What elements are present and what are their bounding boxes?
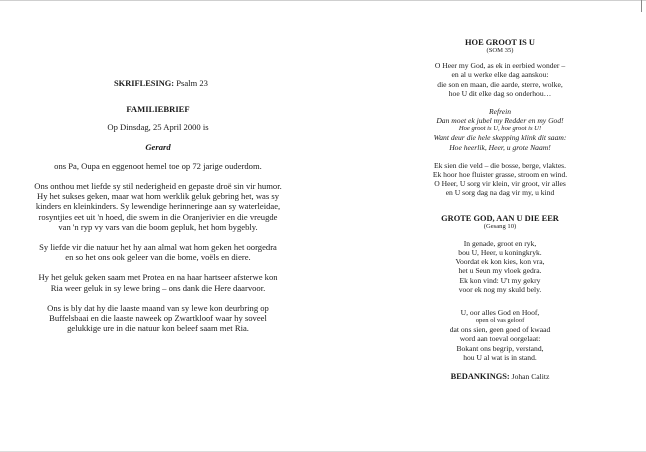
verse-line: O Heer my God, as ek in eerbied wonder – (434, 61, 566, 71)
thanks-value: Johan Calitz (511, 372, 550, 382)
verse-line: Ek sien die veld – die bosse, berge, vlaktes. (433, 160, 567, 170)
verse-line: hou U al wat is in stand. (463, 352, 537, 362)
paragraph-line: en so het ons ook geleer van die bome, voëls en diere. (65, 252, 251, 263)
refrain-label: Refrein (488, 107, 512, 117)
verse-line: en al u werke elke dag aanskou: (451, 70, 549, 80)
verse-4 (385, 308, 615, 362)
thanks-label: BEDANKINGS: (450, 372, 510, 382)
verse-line: hoe U dit elke dag so onderhou… (448, 88, 552, 98)
paragraph-line: Hy het sukses geken, maar wat hom werklik geluk gebring het, was sy (36, 191, 279, 202)
scripture-reading-label: SKRIFLESING: (114, 79, 175, 88)
right-column (385, 38, 615, 381)
family-letter-heading: FAMILIEBRIEF (126, 104, 190, 115)
paragraph-2 (8, 242, 308, 262)
verse-line: U, oor alles God en Hoof, (460, 308, 540, 318)
paragraph-line: Ons onthou met liefde sy stil nederigheid en gepaste droë sin vir humor. (34, 181, 282, 192)
page-top-border (0, 0, 646, 1)
refrain (385, 116, 615, 152)
verse-line: word aan toeval oorgelaat: (459, 334, 541, 344)
hymn-1-reference: (SOM 35) (486, 47, 514, 55)
paragraph-line: Ons is bly dat hy die laaste maand van sy lewe kon deurbring op (47, 302, 269, 313)
verse-line: In genade, groot en ryk, (463, 238, 537, 248)
verse-line: die son en maan, die aarde, sterre, wolke, (437, 79, 563, 89)
refrain-line: Hoe groot is U, hoe groot is U! (458, 125, 542, 133)
page-corner-mark (641, 0, 642, 12)
hymn-1-title: HOE GROOT IS U (465, 38, 535, 47)
verse-line: het u Seun my vloek gedra. (458, 266, 542, 276)
deceased-name: Gerard (145, 141, 171, 152)
scripture-reading (14, 78, 308, 89)
paragraph-line: van 'n ryp vy vars van die boom gepluk, het hom bygebly. (58, 221, 258, 232)
verse-line: open ol vas geloof (475, 317, 525, 325)
refrain-line: Dan moet ek jubel my Redder en my God! (436, 116, 564, 126)
paragraph-1 (8, 181, 308, 232)
hymn-2-title: GROTE GOD, AAN U DIE EER (441, 213, 559, 223)
scripture-reading-value: Psalm 23 (176, 78, 208, 88)
verse-line: en U sorg dag na dag vir my, u kind (445, 188, 555, 198)
verse-2 (385, 161, 615, 198)
verse-line: Ek kon vind: U't my gekry (459, 275, 541, 285)
paragraph-line: Sy liefde vir die natuur het hy aan almal wat hom geken het oorgedra (39, 242, 277, 253)
thanks-line (385, 372, 615, 381)
verse-1 (385, 61, 615, 98)
verse-3 (385, 239, 615, 294)
left-column (8, 78, 308, 333)
paragraph-line: gelukkige ure in die natuur kon beleef saam met Ria. (67, 323, 249, 334)
date-line: Op Dinsdag, 25 April 2000 is (107, 122, 209, 133)
paragraph-line: kinders en kleinkinders. Sy lewendige herinneringe aan sy waterleidae, (35, 201, 281, 212)
verse-line: O Heer, U sorg vir klein, vir groot, vir alles (434, 179, 566, 189)
refrain-line: Want deur die hele skepping klink dit saam: (433, 133, 567, 143)
verse-line: Ek hoor hoe fluister grasse, stroom en wind. (432, 170, 568, 180)
verse-line: Bokant ons begrip, verstand, (456, 343, 544, 353)
paragraph-line: Buffelsbaai en die laaste naweek op Zwartkloof waar hy soveel (49, 313, 267, 324)
verse-line: Voordat ek kon kies, kon vra, (455, 257, 545, 267)
paragraph-line: Ria weer geluk in sy lewe bring – ons dank die Here daarvoor. (50, 282, 266, 293)
hymn-2-reference: (Gesang 10) (483, 222, 517, 230)
intro-line: ons Pa, Oupa en eggenoot hemel toe op 72 jarige ouderdom. (54, 160, 262, 171)
verse-line: dat ons sien, geen goed of kwaad (449, 325, 551, 335)
verse-line: bou U, Heer, u koningkryk. (458, 248, 542, 258)
paragraph-line: Hy het geluk geken saam met Protea en na haar hartseer afsterwe kon (38, 272, 278, 283)
refrain-line: Hoe heerlik, Heer, u grote Naam! (449, 142, 551, 152)
verse-line: voor ek nog my skuld bely. (458, 284, 542, 294)
paragraph-3 (8, 272, 308, 292)
paragraph-4 (8, 303, 308, 334)
paragraph-line: rosyntjies eet uit 'n hoed, die swem in die Oranjerivier en die vreugde (38, 211, 278, 222)
